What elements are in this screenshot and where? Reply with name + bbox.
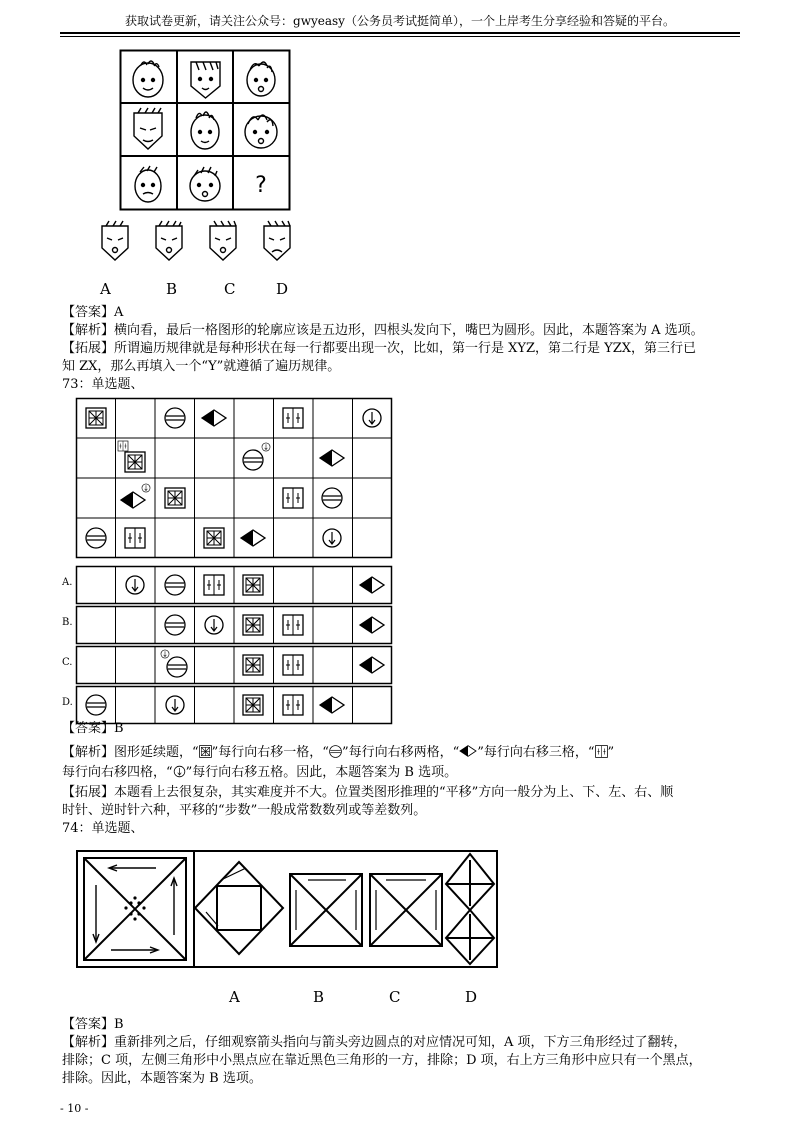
header-rule-thin [60, 36, 740, 37]
q73-option-a-row [76, 566, 392, 604]
q72-extension-2: 知 ZX，那么再填入一个“Y”就遵循了遍历规律。 [62, 359, 341, 374]
q73-option-d-row [76, 686, 392, 724]
q74-title: 74：单选题、 [62, 821, 144, 836]
header-rule [60, 32, 740, 34]
header-notice: 获取试卷更新，请关注公众号：gwyeasy（公务员考试挺简单），一个上岸考生分享经验和答疑的平台。 [125, 14, 675, 28]
option-a-face [102, 221, 128, 260]
q73-option-c-label: C. [62, 657, 73, 668]
q73-answer: 【答案】B [62, 721, 124, 736]
face-r2c1 [134, 108, 162, 149]
face-r2c3 [245, 115, 277, 148]
option-d-label: D [276, 280, 289, 298]
q72-extension-1: 【拓展】所谓遍历规律就是每种形状在每一行都要出现一次，比如，第一行是 XYZ，第二行是 YZX，第三行已 [62, 341, 697, 356]
q73-analysis-line2 [62, 764, 457, 782]
q73-analysis-line1 [62, 744, 614, 762]
q73-title: 73：单选题、 [62, 377, 144, 392]
face-r3c1 [135, 166, 161, 202]
option-d-shape [446, 854, 494, 964]
q74-option-c-label: C [389, 988, 401, 1006]
q73-option-d-label: D. [62, 697, 73, 708]
option-c-label: C [224, 280, 236, 298]
page-number: - 10 - [60, 1102, 89, 1115]
striped-circle-icon [329, 745, 342, 758]
down-arrow-circle-icon [173, 765, 186, 778]
q74-answer: 【答案】B [62, 1017, 124, 1032]
option-b-shape [290, 874, 362, 946]
face-r1c3 [247, 62, 275, 96]
q74-option-a-label: A [229, 988, 240, 1006]
analysis-text: ”每行向右移五格。因此，本题答案为 B 选项。 [185, 765, 458, 780]
q73-extension-1: 【拓展】本题看上去很复杂，其实难度并不大。位置类图形推理的“平移”方向一般分为上、下、左、右、顺 [62, 785, 674, 800]
plus-box-icon [595, 745, 608, 758]
option-c-shape [370, 874, 442, 946]
option-a-shape [195, 862, 283, 954]
analysis-text: ”每行向右移三格，“ [477, 745, 595, 760]
q73-extension-2: 时针、逆时针六种，平移的“步数”一般成常数数列或等差数列。 [62, 803, 427, 818]
analysis-text: ” [607, 745, 615, 760]
q72-analysis: 【解析】横向看，最后一格图形的轮廓应该是五边形，四根头发向下，嘴巴为圆形。因此，本题答案为 A 选项。 [62, 323, 704, 338]
option-d-face [264, 221, 290, 260]
option-b-label: B [166, 280, 178, 298]
option-b-face [156, 221, 182, 260]
analysis-text: ”每行向右移一格，“ [211, 745, 329, 760]
analysis-text: 【解析】图形延续题，“ [62, 745, 199, 760]
question-mark: ? [255, 173, 267, 198]
face-r1c1 [133, 61, 163, 97]
q74-analysis-3: 排除。因此，本题答案为 B 选项。 [62, 1071, 262, 1086]
q74-option-d-label: D [465, 988, 478, 1006]
analysis-text: 每行向右移四格，“ [62, 765, 173, 780]
face-matrix-figure [120, 50, 290, 210]
q73-option-c-row [76, 646, 392, 684]
q72-answer: 【答案】A [62, 305, 124, 320]
q74-option-b-label: B [313, 988, 325, 1006]
face-r3c2 [190, 167, 220, 201]
face-options-figure [96, 218, 316, 266]
q74-analysis-2: 排除；C 项，左侧三角形中小黑点应在靠近黑色三角形的一方，排除；D 项，右上方三角形中应只有一个黑点， [62, 1053, 702, 1068]
face-r1c2 [191, 62, 220, 98]
face-r2c2 [191, 112, 219, 149]
q73-option-b-label: B. [62, 617, 73, 628]
triangle-arrows-figure [76, 850, 498, 968]
q73-option-a-label: A. [62, 577, 73, 588]
option-a-label: A [100, 280, 111, 298]
option-c-face [210, 221, 236, 260]
box-x-icon [199, 745, 212, 758]
q73-option-b-row [76, 606, 392, 644]
diamond-icon [459, 745, 477, 757]
analysis-text: ”每行向右移两格，“ [341, 745, 460, 760]
question-square [84, 858, 186, 960]
shift-grid-figure [76, 398, 392, 558]
q74-analysis-1: 【解析】重新排列之后，仔细观察箭头指向与箭头旁边圆点的对应情况可知，A 项，下方三角形经过了翻转， [62, 1035, 687, 1050]
